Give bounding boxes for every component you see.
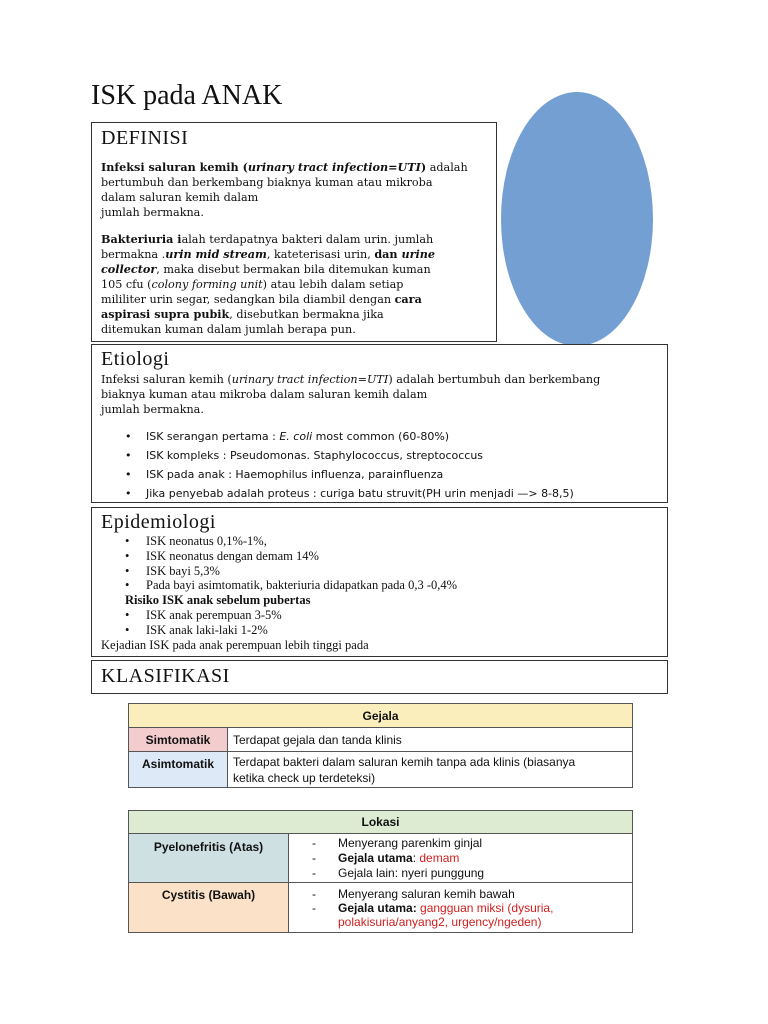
etiologi-paragraph: Infeksi saluran kemih (urinary tract infection=UTI) adalah bertumbuh dan berkembang biaknya kuman atau mikroba dalam saluran kemih dalam jumlah bermakna. [101, 373, 601, 416]
definisi-paragraph-2: Bakteriuria ialah terdapatnya bakteri dalam urin. jumlah bermakna .urin mid stream, kateterisasi urin, dan urine collector, maka disebut bermakan bila ditemukan kuman 105 cfu (colony forming unit) atau lebih dalam setiap mililiter urin segar, sedangkan bila diambil dengan cara aspirasi supra pubik, disebutkan bermakna jika ditemukan kuman dalam jumlah berapa pun. [101, 232, 435, 336]
epidemiologi-footer: Kejadian ISK pada anak perempuan lebih tinggi pada [101, 637, 369, 652]
epidemiologi-box [91, 507, 668, 657]
pyelonefritis-desc: - Menyerang parenkim ginjal - Gejala utama: demam - Gejala lain: nyeri punggung [289, 834, 633, 883]
asimtomatik-label: Asimtomatik [129, 752, 228, 788]
definisi-paragraph-1: Infeksi saluran kemih (urinary tract infection=UTI) adalah bertumbuh dan berkembang biaknya kuman atau mikroba dalam saluran kemih dalam jumlah bermakna. [101, 160, 468, 219]
klasifikasi-heading: KLASIFIKASI [101, 665, 230, 687]
definisi-heading: DEFINISI [101, 127, 189, 149]
gejala-table [128, 703, 633, 788]
cystitis-desc: - Menyerang saluran kemih bawah - Gejala utama: gangguan miksi (dysuria, polakisuria/anyang2, urgency/ngeden) [289, 883, 633, 933]
cystitis-label: Cystitis (Bawah) [129, 883, 289, 933]
risk-subheading: Risiko ISK anak sebelum pubertas [125, 593, 311, 608]
list-item: • ISK anak perempuan 3-5% [101, 608, 666, 623]
list-item: • ISK neonatus 0,1%-1%, [101, 534, 666, 549]
list-item: • Jika penyebab adalah proteus : curiga batu struvit(PH urin menjadi —> 8-8,5) [101, 484, 666, 503]
epidemiologi-content [101, 534, 666, 652]
asimtomatik-desc: Terdapat bakteri dalam saluran kemih tanpa ada klinis (biasanya ketika check up terdeteksi) [228, 752, 633, 788]
page-title: ISK pada ANAK [91, 80, 283, 111]
blue-oval-shape [501, 92, 653, 346]
list-item: • ISK neonatus dengan demam 14% [101, 549, 666, 564]
list-item: • ISK pada anak : Haemophilus influenza, parainfluenza [101, 465, 666, 484]
simtomatik-label: Simtomatik [129, 728, 228, 752]
list-item: • ISK serangan pertama : E. coli most common (60-80%) [101, 427, 666, 446]
simtomatik-desc: Terdapat gejala dan tanda klinis [228, 728, 633, 752]
lokasi-header: Lokasi [129, 811, 633, 834]
etiologi-box [91, 344, 668, 503]
list-item: • ISK kompleks : Pseudomonas. Staphylococcus, streptococcus [101, 446, 666, 465]
etiologi-list [101, 427, 666, 503]
pyelonefritis-label: Pyelonefritis (Atas) [129, 834, 289, 883]
list-item: • Pada bayi asimtomatik, bakteriuria didapatkan pada 0,3 -0,4% [101, 578, 666, 593]
etiologi-heading: Etiologi [101, 348, 170, 370]
klasifikasi-box [91, 660, 668, 694]
gejala-header: Gejala [129, 704, 633, 728]
list-item: • ISK anak laki-laki 1-2% [101, 623, 666, 638]
list-item: • ISK bayi 5,3% [101, 564, 666, 579]
epidemiologi-heading: Epidemiologi [101, 511, 216, 533]
lokasi-table [128, 810, 633, 933]
definisi-box [91, 122, 497, 342]
